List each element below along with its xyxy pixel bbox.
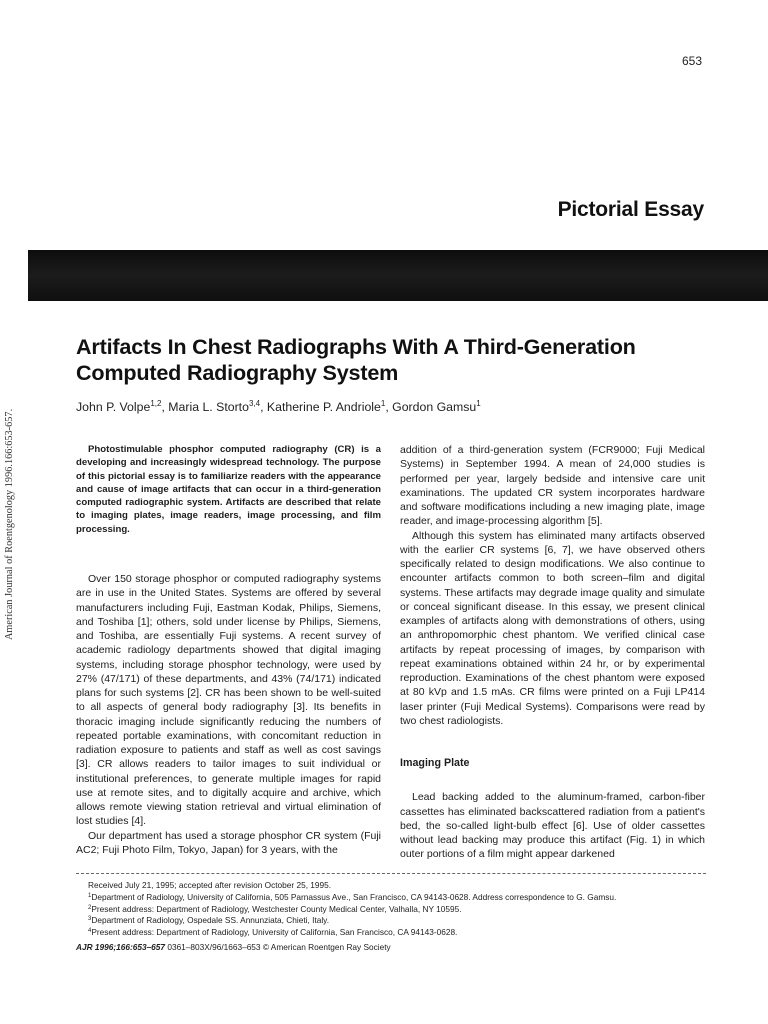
body-paragraph: Although this system has eliminated many artifacts observed with the earlier CR systems [6, 7], we have observed others specifically related to design modifications. We also continue to encounter artifacts common to both screen–film and digital systems. These artifacts may degrade image quality and simulate or conceal significant disease. In this essay, we present clinical examples of artifacts along with demonstrations of others, using an anthropomorphic chest phantom. We verified clinical case artifacts by repeat processing of images, by comparison with repeat examinations obtained within 24 hr, or by experimental reproduction. Examinations of the chest phantom were exposed at 80 kVp and 1.5 mAs. CR films were printed on a Fuji LP414 laser printer (Fuji Medical Systems). Comparisons were read by two chest radiologists. <box>400 529 705 727</box>
footnote-text: Present address: Department of Radiology, University of California, San Francisco, CA 94143-0628. <box>91 927 458 938</box>
author-affiliation: 1 <box>476 399 481 408</box>
journal-citation-rest: 0361–803X/96/1663–653 © American Roentgen Ray Society <box>165 941 391 952</box>
footnote-marker: 2 <box>88 904 92 911</box>
right-column <box>400 443 705 862</box>
side-citation: American Journal of Roentgenology 1996.166:653-657. <box>4 408 15 640</box>
author-affiliation: 1 <box>380 399 386 408</box>
author-name: Katherine P. Andriole <box>266 400 381 414</box>
author-name: Gordon Gamsu <box>392 400 477 414</box>
footnotes <box>76 880 716 953</box>
body-paragraph: Our department has used a storage phosphor CR system (Fuji AC2; Fuji Photo Film, Tokyo, Japan) for 3 years, with the <box>76 829 381 856</box>
author-name: Maria L. Storto <box>168 400 249 414</box>
footnote <box>76 926 716 938</box>
page-number: 653 <box>681 54 702 68</box>
section-heading: Imaging Plate <box>400 757 470 769</box>
author-list: John P. Volpe$^{1,2}$, Maria L. Storto$^{3,4}$, Katherine P. Andriole$^1$, Gordon Gamsu$^1$ <box>76 399 481 414</box>
section-label: Pictorial Essay <box>557 198 704 221</box>
journal-citation-bold: AJR 1996;166:653–657 <box>76 941 166 952</box>
footnote <box>76 914 716 926</box>
footnote-text: Department of Radiology, Ospedale SS. Annunziata, Chieti, Italy. <box>91 915 330 926</box>
received-note: Received July 21, 1995; accepted after revision October 25, 1995. <box>88 880 332 890</box>
footnote-marker: 1 <box>88 892 92 899</box>
footnote-text: Present address: Department of Radiology, Westchester County Medical Center, Valhalla, NY 10595. <box>91 903 462 914</box>
abstract: Photostimulable phosphor computed radiography (CR) is a developing and increasingly widespread technology. The purpose of this pictorial essay is to familiarize readers with the appearance and cause of image artifacts that can occur in a third-generation computed radiographic system. Artifacts are described that relate to imaging plates, image readers, image processing, and film processing. <box>76 444 381 535</box>
footnote-marker: 3 <box>88 916 92 923</box>
footnote-marker: 4 <box>88 928 92 935</box>
body-paragraph: Lead backing added to the aluminum-framed, carbon-fiber cassettes has eliminated backscattered radiation from a patient's bed, the so-called light-bulb effect [6]. Use of older cassettes without lead backing may produce this artifact (Fig. 1) in which outer portions of a film might appear darkened <box>400 791 705 861</box>
section-banner <box>28 250 768 301</box>
left-column <box>76 443 381 857</box>
body-paragraph: addition of a third-generation system (FCR9000; Fuji Medical Systems) in September 1994. A mean of 24,000 studies is performed per year, largely bedside and intensive care unit examinations. The updated CR system incorporates hardware and software modifications including a new imaging plate, image reader, and image-processing algorithm [5]. <box>400 444 705 528</box>
footnote <box>76 903 716 915</box>
journal-citation <box>76 942 716 953</box>
author-affiliation: 1,2 <box>150 399 162 408</box>
author-name: John P. Volpe <box>76 400 151 414</box>
footnote-text: Department of Radiology, University of California, 505 Parnassus Ave., San Francisco, CA 94143-0628. Address correspondence to G. Gamsu. <box>91 891 617 902</box>
footnote-divider <box>76 873 706 874</box>
article-title: Artifacts In Chest Radiographs With A Third-Generation Computed Radiography System <box>76 334 636 385</box>
author-affiliation: 3,4 <box>248 399 261 408</box>
body-paragraph: Over 150 storage phosphor or computed radiography systems are in use in the United States. Systems are offered by several manufacturers including Fuji, Eastman Kodak, Philips, Siemens, and Toshiba [1]; others, sold under license by Philips, Siemens, and Toshiba, are essentially Fuji systems. A recent survey of academic radiology departments showed that digital imaging systems, including storage phosphor technology, were used by 27% (47/171) of these departments, and 43% (74/171) indicated plans for such systems [2]. CR has been shown to be well-suited to all aspects of general body radiography [3]. Its benefits in thoracic imaging include significantly reducing the numbers of repeated portable examinations, with concomitant reduction in radiation exposure to patients and staff as well as cost savings [3]. CR allows readers to tailor images to suit individual or institutional preferences, to generate multiple images for rapid use at remote sites, and to digitally acquire and archive, which allows remote viewing station retrieval and virtual elimination of lost studies [4]. <box>76 573 381 828</box>
footnote <box>76 891 716 903</box>
